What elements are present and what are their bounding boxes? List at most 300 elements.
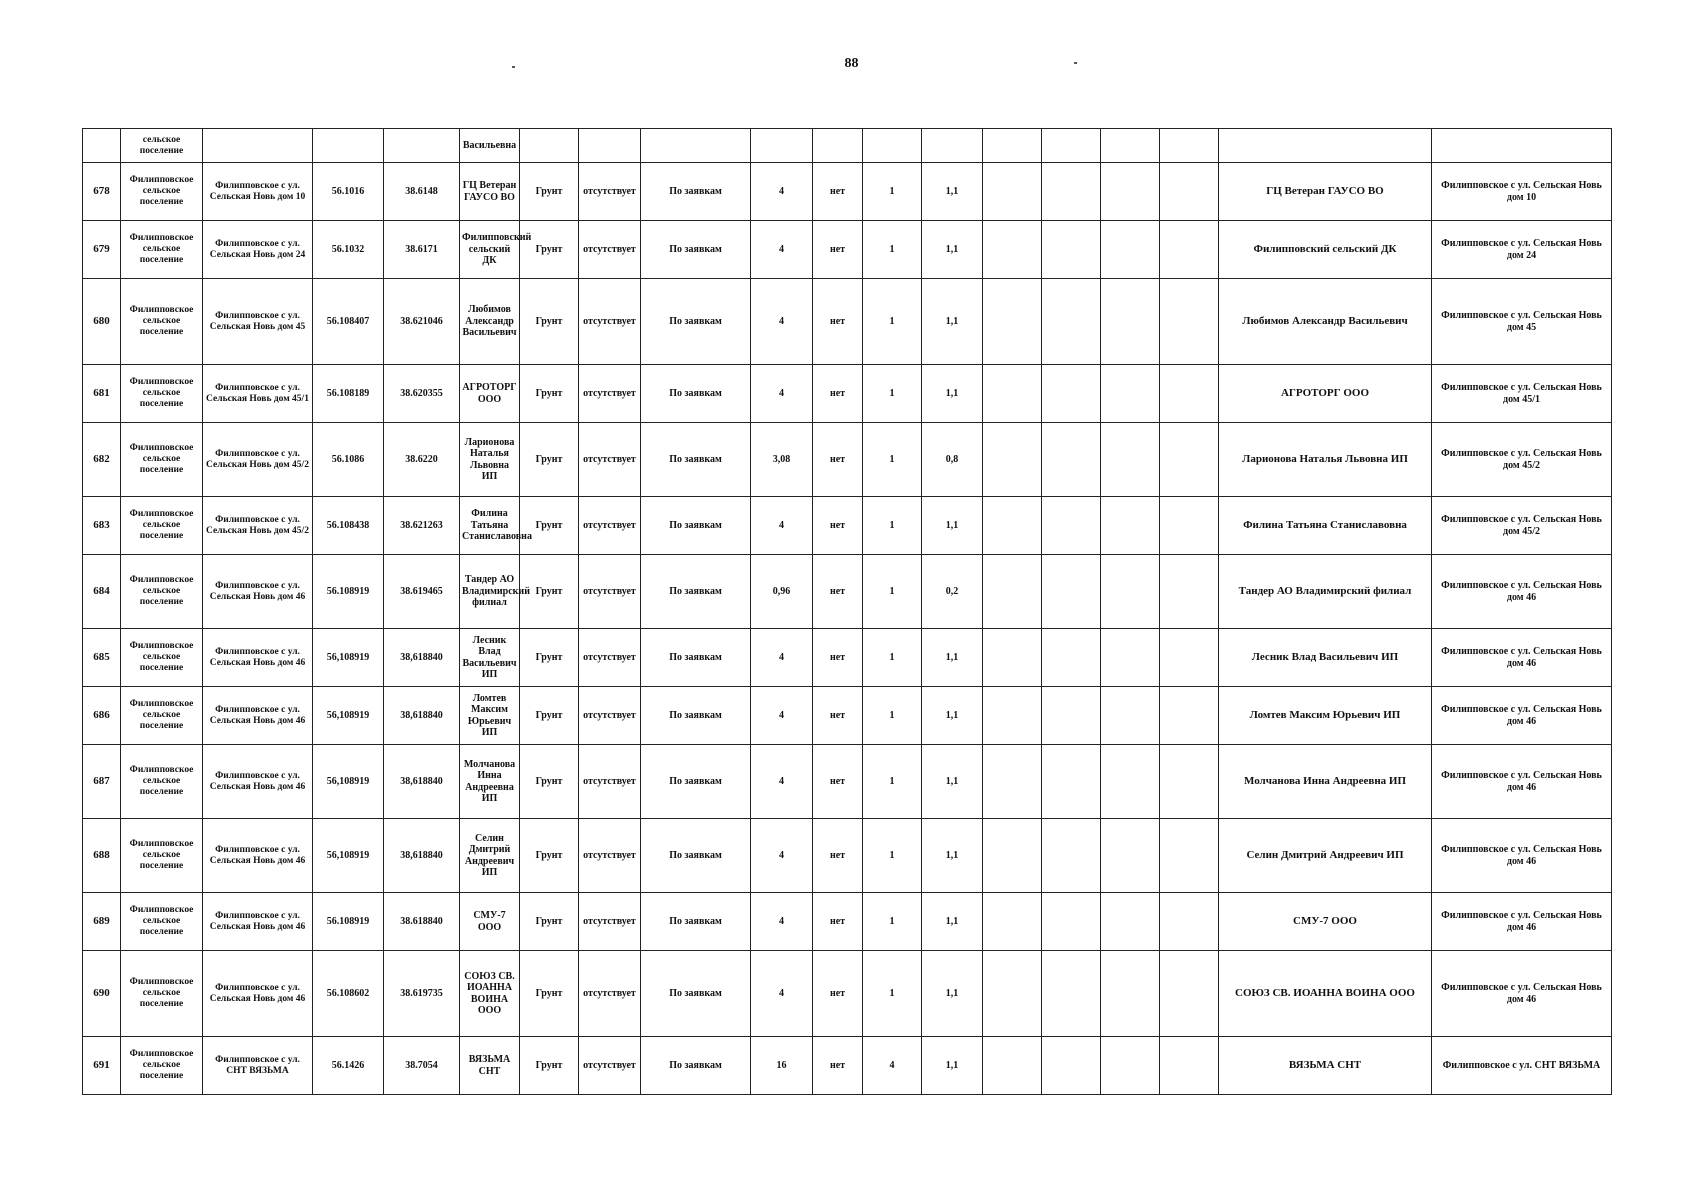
- area-cell: 16: [751, 1037, 813, 1095]
- source-cell: СМУ-7 ООО: [1219, 893, 1432, 951]
- surface-cell: Грунт: [520, 893, 579, 951]
- table-row: [83, 163, 1612, 221]
- surface-cell: Грунт: [520, 555, 579, 629]
- container-count-cell: [863, 129, 922, 163]
- empty-cell: [1160, 221, 1219, 279]
- empty-cell: [1042, 163, 1101, 221]
- canopy-cell: нет: [813, 1037, 863, 1095]
- volume-cell: 1,1: [922, 163, 983, 221]
- container-count-cell: 1: [863, 365, 922, 423]
- fence-cell: отсутствует: [579, 497, 641, 555]
- source-address-cell: Филипповское с ул. Сельская Новь дом 45/2: [1432, 423, 1612, 497]
- longitude-cell: 38.618840: [384, 893, 460, 951]
- schedule-cell: [641, 129, 751, 163]
- empty-cell: [983, 951, 1042, 1037]
- empty-cell: [1160, 555, 1219, 629]
- owner-cell: Лесник Влад Васильевич ИП: [460, 629, 520, 687]
- volume-cell: 1,1: [922, 1037, 983, 1095]
- canopy-cell: нет: [813, 497, 863, 555]
- container-count-cell: 1: [863, 163, 922, 221]
- empty-cell: [1042, 221, 1101, 279]
- empty-cell: [1042, 951, 1101, 1037]
- owner-cell: Ломтев Максим Юрьевич ИП: [460, 687, 520, 745]
- volume-cell: 1,1: [922, 745, 983, 819]
- container-count-cell: 1: [863, 221, 922, 279]
- row-number-cell: 682: [83, 423, 121, 497]
- container-count-cell: 4: [863, 1037, 922, 1095]
- row-number-cell: 680: [83, 279, 121, 365]
- settlement-cell: Филипповское сельское поселение: [121, 893, 203, 951]
- address-cell: Филипповское с ул. Сельская Новь дом 24: [203, 221, 313, 279]
- longitude-cell: [384, 129, 460, 163]
- surface-cell: Грунт: [520, 279, 579, 365]
- schedule-cell: По заявкам: [641, 745, 751, 819]
- canopy-cell: нет: [813, 893, 863, 951]
- source-address-cell: Филипповское с ул. Сельская Новь дом 45: [1432, 279, 1612, 365]
- owner-cell: Васильевна: [460, 129, 520, 163]
- empty-cell: [1042, 555, 1101, 629]
- address-cell: Филипповское с ул. Сельская Новь дом 46: [203, 745, 313, 819]
- latitude-cell: 56.1032: [313, 221, 384, 279]
- latitude-cell: 56.108407: [313, 279, 384, 365]
- empty-cell: [983, 221, 1042, 279]
- area-cell: 3,08: [751, 423, 813, 497]
- area-cell: 0,96: [751, 555, 813, 629]
- source-address-cell: Филипповское с ул. Сельская Новь дом 46: [1432, 745, 1612, 819]
- settlement-cell: Филипповское сельское поселение: [121, 497, 203, 555]
- settlement-cell: сельское поселение: [121, 129, 203, 163]
- canopy-cell: нет: [813, 163, 863, 221]
- latitude-cell: 56.108438: [313, 497, 384, 555]
- source-address-cell: Филипповское с ул. Сельская Новь дом 46: [1432, 629, 1612, 687]
- surface-cell: Грунт: [520, 221, 579, 279]
- address-cell: Филипповское с ул. Сельская Новь дом 45: [203, 279, 313, 365]
- container-count-cell: 1: [863, 687, 922, 745]
- volume-cell: 1,1: [922, 893, 983, 951]
- settlement-cell: Филипповское сельское поселение: [121, 629, 203, 687]
- latitude-cell: 56.108919: [313, 555, 384, 629]
- source-cell: [1219, 129, 1432, 163]
- empty-cell: [1101, 163, 1160, 221]
- settlement-cell: Филипповское сельское поселение: [121, 423, 203, 497]
- address-cell: Филипповское с ул. Сельская Новь дом 46: [203, 629, 313, 687]
- longitude-cell: 38,618840: [384, 629, 460, 687]
- empty-cell: [983, 423, 1042, 497]
- empty-cell: [1160, 951, 1219, 1037]
- fence-cell: отсутствует: [579, 951, 641, 1037]
- surface-cell: Грунт: [520, 365, 579, 423]
- empty-cell: [1101, 279, 1160, 365]
- source-address-cell: [1432, 129, 1612, 163]
- area-cell: 4: [751, 365, 813, 423]
- volume-cell: [922, 129, 983, 163]
- empty-cell: [1042, 279, 1101, 365]
- empty-cell: [1042, 893, 1101, 951]
- surface-cell: Грунт: [520, 163, 579, 221]
- empty-cell: [983, 1037, 1042, 1095]
- area-cell: 4: [751, 629, 813, 687]
- settlement-cell: Филипповское сельское поселение: [121, 687, 203, 745]
- scan-speck: [1074, 62, 1077, 64]
- empty-cell: [1101, 423, 1160, 497]
- area-cell: 4: [751, 951, 813, 1037]
- empty-cell: [1160, 497, 1219, 555]
- empty-cell: [1101, 629, 1160, 687]
- address-cell: Филипповское с ул. Сельская Новь дом 45/2: [203, 497, 313, 555]
- table-row: [83, 1037, 1612, 1095]
- latitude-cell: 56.108189: [313, 365, 384, 423]
- longitude-cell: 38.621263: [384, 497, 460, 555]
- area-cell: 4: [751, 163, 813, 221]
- volume-cell: 1,1: [922, 951, 983, 1037]
- source-address-cell: Филипповское с ул. Сельская Новь дом 46: [1432, 687, 1612, 745]
- empty-cell: [1101, 819, 1160, 893]
- surface-cell: [520, 129, 579, 163]
- address-cell: Филипповское с ул. СНТ ВЯЗЬМА: [203, 1037, 313, 1095]
- row-number-cell: [83, 129, 121, 163]
- longitude-cell: 38.7054: [384, 1037, 460, 1095]
- owner-cell: Ларионова Наталья Львовна ИП: [460, 423, 520, 497]
- empty-cell: [1160, 629, 1219, 687]
- empty-cell: [1160, 745, 1219, 819]
- longitude-cell: 38.6220: [384, 423, 460, 497]
- scan-speck: [512, 66, 515, 68]
- schedule-cell: По заявкам: [641, 163, 751, 221]
- container-count-cell: 1: [863, 497, 922, 555]
- area-cell: [751, 129, 813, 163]
- container-count-cell: 1: [863, 629, 922, 687]
- row-number-cell: 679: [83, 221, 121, 279]
- source-address-cell: Филипповское с ул. СНТ ВЯЗЬМА: [1432, 1037, 1612, 1095]
- container-count-cell: 1: [863, 819, 922, 893]
- empty-cell: [1042, 629, 1101, 687]
- address-cell: Филипповское с ул. Сельская Новь дом 46: [203, 687, 313, 745]
- page-number: 88: [844, 56, 859, 71]
- fence-cell: отсутствует: [579, 893, 641, 951]
- latitude-cell: 56.108602: [313, 951, 384, 1037]
- longitude-cell: 38.6148: [384, 163, 460, 221]
- empty-cell: [1042, 819, 1101, 893]
- container-count-cell: 1: [863, 555, 922, 629]
- source-address-cell: Филипповское с ул. Сельская Новь дом 46: [1432, 555, 1612, 629]
- empty-cell: [1042, 423, 1101, 497]
- row-number-cell: 689: [83, 893, 121, 951]
- longitude-cell: 38.621046: [384, 279, 460, 365]
- fence-cell: отсутствует: [579, 687, 641, 745]
- schedule-cell: По заявкам: [641, 1037, 751, 1095]
- table-row: [83, 629, 1612, 687]
- source-cell: Филипповский сельский ДК: [1219, 221, 1432, 279]
- longitude-cell: 38.619735: [384, 951, 460, 1037]
- empty-cell: [1160, 365, 1219, 423]
- empty-cell: [1101, 129, 1160, 163]
- container-count-cell: 1: [863, 951, 922, 1037]
- canopy-cell: нет: [813, 745, 863, 819]
- source-address-cell: Филипповское с ул. Сельская Новь дом 45/1: [1432, 365, 1612, 423]
- volume-cell: 1,1: [922, 687, 983, 745]
- fence-cell: отсутствует: [579, 423, 641, 497]
- table-row: [83, 951, 1612, 1037]
- surface-cell: Грунт: [520, 745, 579, 819]
- canopy-cell: нет: [813, 365, 863, 423]
- source-address-cell: Филипповское с ул. Сельская Новь дом 46: [1432, 893, 1612, 951]
- fence-cell: отсутствует: [579, 629, 641, 687]
- empty-cell: [1101, 745, 1160, 819]
- canopy-cell: [813, 129, 863, 163]
- source-cell: ВЯЗЬМА СНТ: [1219, 1037, 1432, 1095]
- empty-cell: [983, 279, 1042, 365]
- owner-cell: Филина Татьяна Станиславовна: [460, 497, 520, 555]
- empty-cell: [1160, 163, 1219, 221]
- area-cell: 4: [751, 279, 813, 365]
- area-cell: 4: [751, 687, 813, 745]
- empty-cell: [983, 129, 1042, 163]
- surface-cell: Грунт: [520, 819, 579, 893]
- address-cell: Филипповское с ул. Сельская Новь дом 45/2: [203, 423, 313, 497]
- canopy-cell: нет: [813, 423, 863, 497]
- fence-cell: отсутствует: [579, 1037, 641, 1095]
- table-row: [83, 555, 1612, 629]
- latitude-cell: 56,108919: [313, 629, 384, 687]
- empty-cell: [983, 893, 1042, 951]
- schedule-cell: По заявкам: [641, 497, 751, 555]
- latitude-cell: 56,108919: [313, 745, 384, 819]
- table-row: [83, 221, 1612, 279]
- empty-cell: [1160, 687, 1219, 745]
- source-cell: ГЦ Ветеран ГАУСО ВО: [1219, 163, 1432, 221]
- empty-cell: [1101, 365, 1160, 423]
- fence-cell: отсутствует: [579, 163, 641, 221]
- table-row-continued: [83, 129, 1612, 163]
- table-row: [83, 687, 1612, 745]
- settlement-cell: Филипповское сельское поселение: [121, 221, 203, 279]
- empty-cell: [983, 629, 1042, 687]
- surface-cell: Грунт: [520, 1037, 579, 1095]
- empty-cell: [1042, 497, 1101, 555]
- canopy-cell: нет: [813, 555, 863, 629]
- table-row: [83, 423, 1612, 497]
- canopy-cell: нет: [813, 279, 863, 365]
- table-row: [83, 279, 1612, 365]
- schedule-cell: По заявкам: [641, 555, 751, 629]
- area-cell: 4: [751, 221, 813, 279]
- source-address-cell: Филипповское с ул. Сельская Новь дом 10: [1432, 163, 1612, 221]
- empty-cell: [1101, 687, 1160, 745]
- surface-cell: Грунт: [520, 629, 579, 687]
- empty-cell: [983, 497, 1042, 555]
- source-cell: Филина Татьяна Станиславовна: [1219, 497, 1432, 555]
- container-count-cell: 1: [863, 745, 922, 819]
- empty-cell: [1101, 221, 1160, 279]
- fence-cell: отсутствует: [579, 745, 641, 819]
- address-cell: [203, 129, 313, 163]
- volume-cell: 1,1: [922, 629, 983, 687]
- source-address-cell: Филипповское с ул. Сельская Новь дом 45/2: [1432, 497, 1612, 555]
- empty-cell: [1101, 497, 1160, 555]
- container-count-cell: 1: [863, 423, 922, 497]
- table-row: [83, 819, 1612, 893]
- area-cell: 4: [751, 819, 813, 893]
- address-cell: Филипповское с ул. Сельская Новь дом 46: [203, 893, 313, 951]
- source-address-cell: Филипповское с ул. Сельская Новь дом 46: [1432, 819, 1612, 893]
- fence-cell: отсутствует: [579, 555, 641, 629]
- container-count-cell: 1: [863, 279, 922, 365]
- source-cell: Молчанова Инна Андреевна ИП: [1219, 745, 1432, 819]
- owner-cell: Молчанова Инна Андреевна ИП: [460, 745, 520, 819]
- area-cell: 4: [751, 745, 813, 819]
- empty-cell: [983, 687, 1042, 745]
- owner-cell: СМУ-7 ООО: [460, 893, 520, 951]
- surface-cell: Грунт: [520, 687, 579, 745]
- settlement-cell: Филипповское сельское поселение: [121, 745, 203, 819]
- empty-cell: [1101, 893, 1160, 951]
- longitude-cell: 38,618840: [384, 687, 460, 745]
- source-cell: Любимов Александр Васильевич: [1219, 279, 1432, 365]
- latitude-cell: 56,108919: [313, 687, 384, 745]
- address-cell: Филипповское с ул. Сельская Новь дом 45/1: [203, 365, 313, 423]
- empty-cell: [1101, 951, 1160, 1037]
- settlement-cell: Филипповское сельское поселение: [121, 1037, 203, 1095]
- row-number-cell: 687: [83, 745, 121, 819]
- table-row: [83, 745, 1612, 819]
- source-cell: Ломтев Максим Юрьевич ИП: [1219, 687, 1432, 745]
- address-cell: Филипповское с ул. Сельская Новь дом 10: [203, 163, 313, 221]
- empty-cell: [1101, 1037, 1160, 1095]
- empty-cell: [1042, 1037, 1101, 1095]
- waste-site-registry-table: [82, 128, 1612, 1095]
- longitude-cell: 38.6171: [384, 221, 460, 279]
- schedule-cell: По заявкам: [641, 951, 751, 1037]
- empty-cell: [1160, 423, 1219, 497]
- volume-cell: 1,1: [922, 279, 983, 365]
- surface-cell: Грунт: [520, 951, 579, 1037]
- empty-cell: [983, 819, 1042, 893]
- empty-cell: [1160, 1037, 1219, 1095]
- longitude-cell: 38.620355: [384, 365, 460, 423]
- fence-cell: отсутствует: [579, 221, 641, 279]
- owner-cell: СОЮЗ СВ. ИОАННА ВОИНА ООО: [460, 951, 520, 1037]
- settlement-cell: Филипповское сельское поселение: [121, 279, 203, 365]
- empty-cell: [1042, 129, 1101, 163]
- longitude-cell: 38,618840: [384, 819, 460, 893]
- address-cell: Филипповское с ул. Сельская Новь дом 46: [203, 819, 313, 893]
- empty-cell: [983, 163, 1042, 221]
- row-number-cell: 685: [83, 629, 121, 687]
- volume-cell: 0,8: [922, 423, 983, 497]
- row-number-cell: 681: [83, 365, 121, 423]
- row-number-cell: 683: [83, 497, 121, 555]
- settlement-cell: Филипповское сельское поселение: [121, 365, 203, 423]
- owner-cell: Филипповский сельский ДК: [460, 221, 520, 279]
- address-cell: Филипповское с ул. Сельская Новь дом 46: [203, 951, 313, 1037]
- volume-cell: 0,2: [922, 555, 983, 629]
- empty-cell: [1160, 893, 1219, 951]
- schedule-cell: По заявкам: [641, 365, 751, 423]
- schedule-cell: По заявкам: [641, 893, 751, 951]
- latitude-cell: [313, 129, 384, 163]
- owner-cell: Селин Дмитрий Андреевич ИП: [460, 819, 520, 893]
- schedule-cell: По заявкам: [641, 629, 751, 687]
- settlement-cell: Филипповское сельское поселение: [121, 819, 203, 893]
- canopy-cell: нет: [813, 629, 863, 687]
- latitude-cell: 56.1016: [313, 163, 384, 221]
- surface-cell: Грунт: [520, 497, 579, 555]
- table-row: [83, 893, 1612, 951]
- table-row: [83, 365, 1612, 423]
- container-count-cell: 1: [863, 893, 922, 951]
- row-number-cell: 678: [83, 163, 121, 221]
- source-cell: Ларионова Наталья Львовна ИП: [1219, 423, 1432, 497]
- volume-cell: 1,1: [922, 365, 983, 423]
- row-number-cell: 688: [83, 819, 121, 893]
- settlement-cell: Филипповское сельское поселение: [121, 555, 203, 629]
- row-number-cell: 690: [83, 951, 121, 1037]
- source-address-cell: Филипповское с ул. Сельская Новь дом 46: [1432, 951, 1612, 1037]
- empty-cell: [983, 745, 1042, 819]
- empty-cell: [1160, 279, 1219, 365]
- canopy-cell: нет: [813, 819, 863, 893]
- latitude-cell: 56.1086: [313, 423, 384, 497]
- canopy-cell: нет: [813, 951, 863, 1037]
- source-cell: АГРОТОРГ ООО: [1219, 365, 1432, 423]
- settlement-cell: Филипповское сельское поселение: [121, 163, 203, 221]
- latitude-cell: 56,108919: [313, 819, 384, 893]
- surface-cell: Грунт: [520, 423, 579, 497]
- source-cell: Селин Дмитрий Андреевич ИП: [1219, 819, 1432, 893]
- owner-cell: АГРОТОРГ ООО: [460, 365, 520, 423]
- fence-cell: [579, 129, 641, 163]
- canopy-cell: нет: [813, 221, 863, 279]
- fence-cell: отсутствует: [579, 819, 641, 893]
- empty-cell: [983, 555, 1042, 629]
- settlement-cell: Филипповское сельское поселение: [121, 951, 203, 1037]
- schedule-cell: По заявкам: [641, 279, 751, 365]
- owner-cell: Любимов Александр Васильевич: [460, 279, 520, 365]
- fence-cell: отсутствует: [579, 365, 641, 423]
- area-cell: 4: [751, 497, 813, 555]
- address-cell: Филипповское с ул. Сельская Новь дом 46: [203, 555, 313, 629]
- empty-cell: [1042, 687, 1101, 745]
- empty-cell: [1160, 819, 1219, 893]
- source-address-cell: Филипповское с ул. Сельская Новь дом 24: [1432, 221, 1612, 279]
- fence-cell: отсутствует: [579, 279, 641, 365]
- schedule-cell: По заявкам: [641, 221, 751, 279]
- source-cell: Лесник Влад Васильевич ИП: [1219, 629, 1432, 687]
- canopy-cell: нет: [813, 687, 863, 745]
- schedule-cell: По заявкам: [641, 687, 751, 745]
- row-number-cell: 686: [83, 687, 121, 745]
- latitude-cell: 56.1426: [313, 1037, 384, 1095]
- schedule-cell: По заявкам: [641, 819, 751, 893]
- source-cell: СОЮЗ СВ. ИОАННА ВОИНА ООО: [1219, 951, 1432, 1037]
- source-cell: Тандер АО Владимирский филиал: [1219, 555, 1432, 629]
- owner-cell: ВЯЗЬМА СНТ: [460, 1037, 520, 1095]
- longitude-cell: 38.619465: [384, 555, 460, 629]
- owner-cell: ГЦ Ветеран ГАУСО ВО: [460, 163, 520, 221]
- empty-cell: [1042, 745, 1101, 819]
- area-cell: 4: [751, 893, 813, 951]
- empty-cell: [1160, 129, 1219, 163]
- row-number-cell: 691: [83, 1037, 121, 1095]
- empty-cell: [1042, 365, 1101, 423]
- empty-cell: [1101, 555, 1160, 629]
- empty-cell: [983, 365, 1042, 423]
- latitude-cell: 56.108919: [313, 893, 384, 951]
- volume-cell: 1,1: [922, 221, 983, 279]
- owner-cell: Тандер АО Владимирский филиал: [460, 555, 520, 629]
- volume-cell: 1,1: [922, 497, 983, 555]
- schedule-cell: По заявкам: [641, 423, 751, 497]
